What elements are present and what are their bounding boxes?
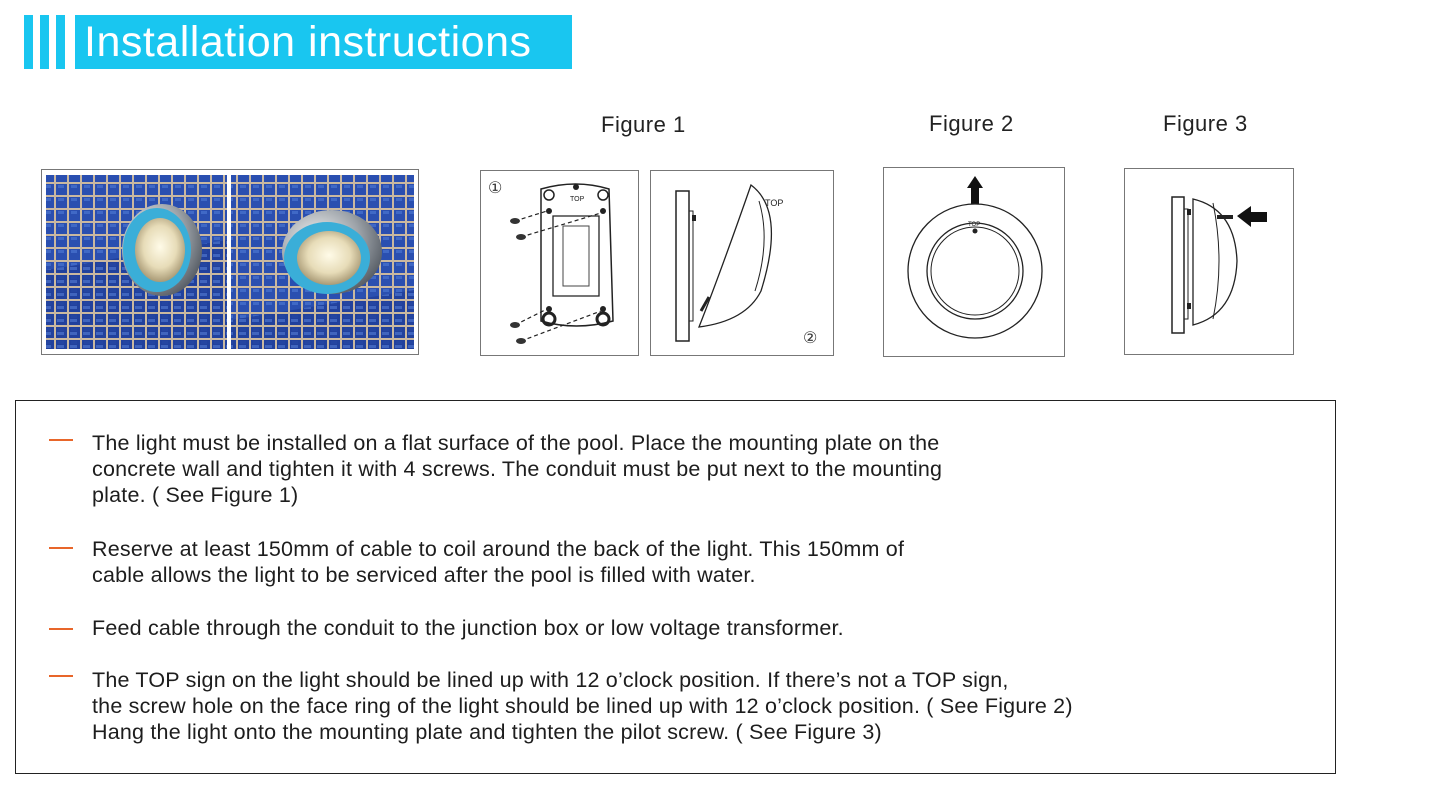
instruction-line: Hang the light onto the mounting plate and tighten the pilot screw. ( See Figure 3) — [92, 720, 882, 744]
instruction-line: the screw hole on the face ring of the light should be lined up with 12 o’clock position. ( See Figure 2) — [92, 694, 1073, 718]
bullet-dash — [49, 547, 73, 549]
step-2-marker: ② — [803, 328, 818, 347]
figure-1-side-panel — [650, 170, 834, 356]
figure-2-label: Figure 2 — [929, 111, 1014, 136]
instruction-item — [92, 536, 904, 588]
instruction-line: The light must be installed on a flat surface of the pool. Place the mounting plate on the — [92, 431, 940, 455]
bullet-dash — [49, 675, 73, 677]
up-arrow-icon — [967, 176, 983, 204]
figure-1-label: Figure 1 — [601, 112, 686, 137]
instruction-line: concrete wall and tighten it with 4 screws. The conduit must be put next to the mounting — [92, 457, 943, 481]
instruction-item — [92, 615, 844, 641]
front-view-diagram — [884, 168, 1064, 356]
header-bar — [56, 15, 65, 69]
pool-light-photos — [42, 170, 418, 354]
figure-3-label: Figure 3 — [1163, 111, 1248, 136]
instruction-line: cable allows the light to be serviced after the pool is filled with water. — [92, 563, 756, 587]
figure-3-panel — [1124, 168, 1294, 355]
mounting-plate-diagram — [481, 171, 638, 355]
top-label: TOP — [968, 222, 981, 228]
left-arrow-icon — [1237, 206, 1267, 227]
instruction-item — [92, 667, 1073, 745]
photo-panel — [41, 169, 419, 355]
page-title: Installation instructions — [75, 15, 572, 69]
photo-left — [46, 175, 227, 349]
side-view-diagram — [651, 171, 833, 355]
figure-2-panel — [883, 167, 1065, 357]
instruction-line: plate. ( See Figure 1) — [92, 483, 299, 507]
instructions-box — [15, 400, 1336, 774]
hang-light-diagram — [1125, 169, 1293, 354]
figure-1-plate-panel — [480, 170, 639, 356]
instruction-line: Feed cable through the conduit to the junction box or low voltage transformer. — [92, 616, 844, 640]
header-bar — [24, 15, 33, 69]
top-label: TOP — [570, 196, 585, 203]
instruction-line: Reserve at least 150mm of cable to coil around the back of the light. This 150mm of — [92, 537, 905, 561]
photo-right — [231, 175, 414, 349]
instruction-item — [92, 430, 942, 508]
bullet-dash — [49, 439, 73, 441]
top-label: TOP — [765, 198, 784, 208]
instruction-line: The TOP sign on the light should be lined up with 12 o’clock position. If there’s not a TOP sign, — [92, 668, 1009, 692]
header-bar — [40, 15, 49, 69]
bullet-dash — [49, 628, 73, 630]
step-1-marker: ① — [488, 178, 503, 197]
